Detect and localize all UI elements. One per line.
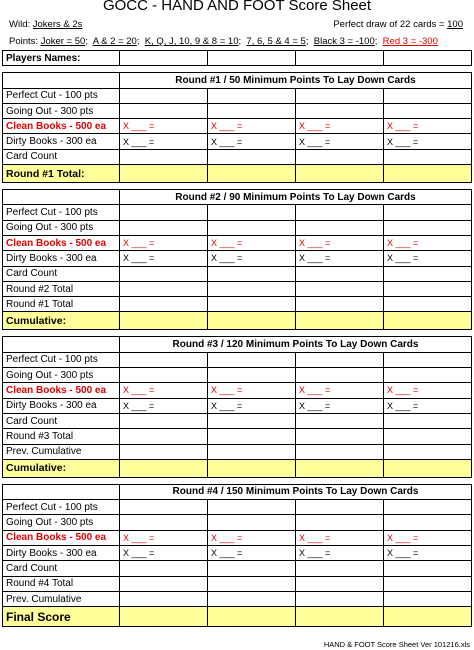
score-cell[interactable] (208, 352, 296, 367)
total-cell[interactable] (384, 165, 472, 183)
score-cell[interactable] (120, 429, 208, 444)
dirty-books-cell[interactable]: X ___ = (208, 251, 296, 266)
points-joker: Joker = 50 (40, 36, 86, 47)
clean-books-cell[interactable]: X ___ = (384, 235, 472, 250)
perfect-cut-label: Perfect Cut - 100 pts (3, 205, 120, 220)
score-cell[interactable] (120, 352, 208, 367)
score-cell[interactable] (208, 149, 296, 164)
score-cell[interactable] (384, 444, 472, 459)
score-cell[interactable] (296, 88, 384, 103)
round-label-blank (3, 337, 120, 352)
sheet-title: GOCC - HAND AND FOOT Score Sheet (102, 0, 372, 14)
total-cell[interactable] (384, 312, 472, 330)
points-ace-two: A & 2 = 20 (92, 36, 137, 47)
score-cell[interactable] (120, 500, 208, 515)
score-cell[interactable] (296, 297, 384, 312)
score-cell[interactable] (384, 368, 472, 383)
clean-books-cell[interactable]: X ___ = (208, 119, 296, 134)
score-cell[interactable] (296, 220, 384, 235)
points-low: 7, 6, 5 & 4 = 5 (246, 36, 306, 47)
score-cell[interactable] (120, 103, 208, 118)
player-name-cell[interactable] (120, 51, 208, 66)
round-4-total-label: Round #4 Total (3, 576, 120, 591)
dirty-books-cell[interactable]: X ___ = (120, 134, 208, 149)
player-name-cell[interactable] (296, 51, 384, 66)
card-count-label: Card Count (3, 413, 120, 428)
dirty-books-cell[interactable]: X ___ = (120, 251, 208, 266)
points-black-three: Black 3 = -100 (313, 36, 375, 47)
clean-books-cell[interactable]: X ___ = (296, 383, 384, 398)
points-face: K, Q, J, 10, 9 & 8 = 10 (144, 36, 239, 47)
round-2-header: Round #2 / 90 Minimum Points To Lay Down Cards (120, 190, 472, 205)
score-cell[interactable] (384, 149, 472, 164)
score-cell[interactable] (120, 413, 208, 428)
round-1-total-prev-label: Round #1 Total (3, 297, 120, 312)
score-cell[interactable] (384, 266, 472, 281)
score-cell[interactable] (296, 352, 384, 367)
clean-books-cell[interactable]: X ___ = (120, 235, 208, 250)
round-3-total-label: Round #3 Total (3, 429, 120, 444)
clean-books-cell[interactable]: X ___ = (120, 383, 208, 398)
score-cell[interactable] (208, 88, 296, 103)
score-cell[interactable] (120, 368, 208, 383)
players-names-label: Players Names: (3, 51, 120, 66)
score-cell[interactable] (120, 149, 208, 164)
score-cell[interactable] (208, 429, 296, 444)
clean-books-label: Clean Books - 500 ea (3, 235, 120, 250)
cumulative-label: Cumulative: (3, 459, 120, 477)
score-cell[interactable] (384, 591, 472, 606)
score-cell[interactable] (120, 561, 208, 576)
score-cell[interactable] (208, 576, 296, 591)
spacer-row (3, 183, 472, 190)
score-cell[interactable] (296, 103, 384, 118)
dirty-books-label: Dirty Books - 300 ea (3, 398, 120, 413)
score-cell[interactable] (208, 103, 296, 118)
score-cell[interactable] (208, 561, 296, 576)
dirty-books-cell[interactable]: X ___ = (296, 251, 384, 266)
total-cell[interactable] (120, 165, 208, 183)
cumulative-label: Cumulative: (3, 312, 120, 330)
score-cell[interactable] (384, 561, 472, 576)
score-cell[interactable] (296, 368, 384, 383)
prev-cumulative-label: Prev. Cumulative (3, 591, 120, 606)
perfect-draw-info (333, 19, 463, 30)
dirty-books-cell[interactable]: X ___ = (208, 546, 296, 561)
score-cell[interactable] (208, 515, 296, 530)
total-cell[interactable] (208, 165, 296, 183)
perfect-cut-label: Perfect Cut - 100 pts (3, 88, 120, 103)
score-cell[interactable] (296, 281, 384, 296)
score-cell[interactable] (208, 413, 296, 428)
round-label-blank (3, 190, 120, 205)
dirty-books-cell[interactable]: X ___ = (208, 134, 296, 149)
card-count-label: Card Count (3, 266, 120, 281)
score-cell[interactable] (208, 220, 296, 235)
dirty-books-cell[interactable]: X ___ = (384, 546, 472, 561)
final-score-cell[interactable] (296, 607, 384, 627)
score-cell[interactable] (208, 281, 296, 296)
going-out-label: Going Out - 300 pts (3, 103, 120, 118)
going-out-label: Going Out - 300 pts (3, 515, 120, 530)
clean-books-cell[interactable]: X ___ = (384, 119, 472, 134)
clean-books-cell[interactable]: X ___ = (208, 235, 296, 250)
clean-books-cell[interactable]: X ___ = (384, 383, 472, 398)
score-cell[interactable] (208, 297, 296, 312)
clean-books-cell[interactable]: X ___ = (120, 530, 208, 545)
perfect-cut-label: Perfect Cut - 100 pts (3, 352, 120, 367)
dirty-books-cell[interactable]: X ___ = (296, 134, 384, 149)
score-cell[interactable] (120, 281, 208, 296)
score-cell[interactable] (208, 500, 296, 515)
dirty-books-cell[interactable]: X ___ = (296, 398, 384, 413)
card-count-label: Card Count (3, 149, 120, 164)
dirty-books-label: Dirty Books - 300 ea (3, 546, 120, 561)
wild-label: Wild: (9, 19, 31, 30)
dirty-books-label: Dirty Books - 300 ea (3, 251, 120, 266)
score-cell[interactable] (120, 297, 208, 312)
dirty-books-cell[interactable]: X ___ = (384, 398, 472, 413)
clean-books-cell[interactable]: X ___ = (384, 530, 472, 545)
spacer-row (3, 477, 472, 484)
clean-books-cell[interactable]: X ___ = (296, 119, 384, 134)
clean-books-cell[interactable]: X ___ = (296, 235, 384, 250)
score-cell[interactable] (296, 429, 384, 444)
perfect-draw-label: Perfect draw of 22 cards = (333, 19, 445, 30)
score-cell[interactable] (296, 444, 384, 459)
player-name-cell[interactable] (208, 51, 296, 66)
points-label: Points: (9, 36, 39, 47)
spacer-row (3, 66, 472, 73)
card-count-label: Card Count (3, 561, 120, 576)
dirty-books-cell[interactable]: X ___ = (120, 398, 208, 413)
perfect-cut-label: Perfect Cut - 100 pts (3, 500, 120, 515)
total-cell[interactable] (296, 312, 384, 330)
round-4-header: Round #4 / 150 Minimum Points To Lay Down Cards (120, 484, 472, 499)
clean-books-cell[interactable]: X ___ = (120, 119, 208, 134)
score-cell[interactable] (208, 591, 296, 606)
clean-books-cell[interactable]: X ___ = (296, 530, 384, 545)
score-cell[interactable] (384, 500, 472, 515)
player-name-cell[interactable] (384, 51, 472, 66)
clean-books-cell[interactable]: X ___ = (208, 383, 296, 398)
score-cell[interactable] (208, 205, 296, 220)
score-cell[interactable] (296, 266, 384, 281)
dirty-books-cell[interactable]: X ___ = (120, 546, 208, 561)
score-cell[interactable] (120, 591, 208, 606)
score-cell[interactable] (384, 515, 472, 530)
round-3-header: Round #3 / 120 Minimum Points To Lay Down Cards (120, 337, 472, 352)
score-cell[interactable] (384, 103, 472, 118)
score-cell[interactable] (208, 266, 296, 281)
prev-cumulative-label: Prev. Cumulative (3, 444, 120, 459)
score-cell[interactable] (296, 149, 384, 164)
clean-books-label: Clean Books - 500 ea (3, 119, 120, 134)
wild-info (9, 19, 82, 30)
total-cell[interactable] (208, 312, 296, 330)
final-score-label: Final Score (3, 607, 120, 627)
points-red-three: Red 3 = -300 (382, 36, 438, 47)
score-cell[interactable] (296, 205, 384, 220)
score-cell[interactable] (384, 413, 472, 428)
score-cell[interactable] (120, 444, 208, 459)
wild-value: Jokers & 2s (32, 19, 83, 30)
final-score-cell[interactable] (208, 607, 296, 627)
score-cell[interactable] (384, 205, 472, 220)
total-cell[interactable] (296, 459, 384, 477)
total-cell[interactable] (384, 459, 472, 477)
total-cell[interactable] (120, 312, 208, 330)
score-cell[interactable] (120, 266, 208, 281)
score-cell[interactable] (120, 576, 208, 591)
score-cell[interactable] (296, 591, 384, 606)
total-cell[interactable] (120, 459, 208, 477)
round-label-blank (3, 484, 120, 499)
score-cell[interactable] (296, 500, 384, 515)
going-out-label: Going Out - 300 pts (3, 368, 120, 383)
spacer-row (3, 330, 472, 337)
round-1-total-label: Round #1 Total: (3, 165, 120, 183)
score-cell[interactable] (296, 515, 384, 530)
clean-books-label: Clean Books - 500 ea (3, 383, 120, 398)
score-cell[interactable] (120, 220, 208, 235)
score-cell[interactable] (384, 220, 472, 235)
score-cell[interactable] (296, 561, 384, 576)
score-cell[interactable] (384, 429, 472, 444)
round-1-header: Round #1 / 50 Minimum Points To Lay Down Cards (120, 73, 472, 88)
dirty-books-cell[interactable]: X ___ = (296, 546, 384, 561)
points-info: Points: Joker = 50; A & 2 = 20; K, Q, J, 10, 9 & 8 = 10; 7, 6, 5 & 4 = 5; Black 3 = -100; Red 3 = -300 (9, 36, 438, 47)
total-cell[interactable] (296, 165, 384, 183)
score-cell[interactable] (384, 576, 472, 591)
final-score-cell[interactable] (120, 607, 208, 627)
round-label-blank (3, 73, 120, 88)
dirty-books-cell[interactable]: X ___ = (384, 134, 472, 149)
score-cell[interactable] (208, 368, 296, 383)
score-cell[interactable] (384, 281, 472, 296)
score-cell[interactable] (120, 515, 208, 530)
score-cell[interactable] (208, 444, 296, 459)
score-cell[interactable] (384, 352, 472, 367)
score-cell[interactable] (384, 88, 472, 103)
dirty-books-label: Dirty Books - 300 ea (3, 134, 120, 149)
score-cell[interactable] (384, 297, 472, 312)
clean-books-label: Clean Books - 500 ea (3, 530, 120, 545)
total-cell[interactable] (208, 459, 296, 477)
round-2-total-label: Round #2 Total (3, 281, 120, 296)
going-out-label: Going Out - 300 pts (3, 220, 120, 235)
score-cell[interactable] (296, 413, 384, 428)
clean-books-cell[interactable]: X ___ = (208, 530, 296, 545)
score-cell[interactable] (120, 88, 208, 103)
file-footer: HAND & FOOT Score Sheet Ver 101216.xls (323, 640, 470, 649)
score-cell[interactable] (296, 576, 384, 591)
dirty-books-cell[interactable]: X ___ = (208, 398, 296, 413)
dirty-books-cell[interactable]: X ___ = (384, 251, 472, 266)
score-cell[interactable] (120, 205, 208, 220)
perfect-draw-value: 100 (447, 19, 463, 30)
final-score-cell[interactable] (384, 607, 472, 627)
score-grid (2, 50, 472, 627)
